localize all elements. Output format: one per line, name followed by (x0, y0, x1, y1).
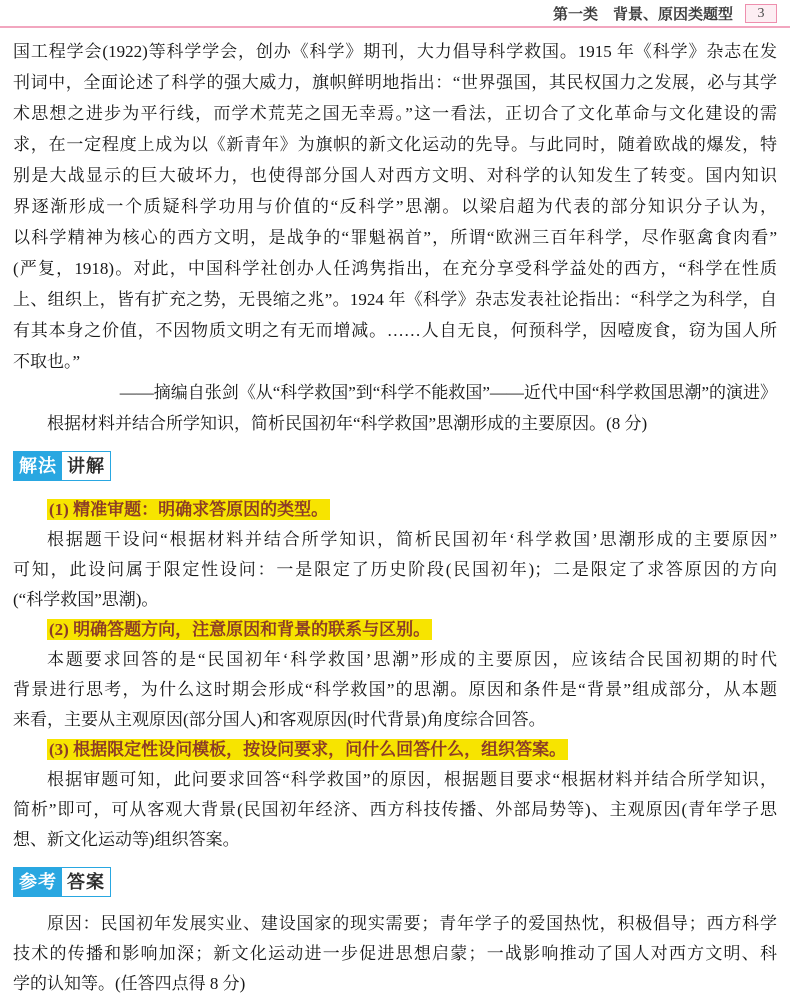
point-3-line: 简析”即可，可从客观大背景(民国初年经济、西方科技传播、外部局势等)、主观原因(青年学子思 (13, 800, 777, 819)
material-line: 求，在一定程度上成为以《新青年》为旗帜的新文化运动的先导。与此同时，随着欧战的爆发，特 (13, 135, 777, 154)
material-line: 不取也。” (13, 352, 81, 371)
material-line: 有其本身之价值，不因物质文明之有无而增减。……人自无良，何预科学，因噎废食，窃为国人所 (13, 321, 777, 340)
material-line: 以科学精神为核心的西方文明，是战争的“罪魁祸首”，所谓“欧洲三百年科学，尽作驱禽食肉看” (13, 228, 777, 247)
answer-badge-left-label: 参考 (14, 868, 62, 896)
answer-section (13, 855, 777, 999)
material-line: 术思想之进步为平行线，而学术荒芜之国无幸焉。”这一看法，正切合了文化革命与文化建设的需 (13, 104, 777, 123)
point-1-line: 可知，此设问属于限定性设问：一是限定了历史阶段(民国初年)；二是限定了求答原因的方向 (13, 560, 777, 579)
section-title: 第一类 背景、原因类题型 (552, 7, 733, 23)
point-1-line: (“科学救国”思潮)。 (13, 590, 159, 609)
point-1-heading (13, 495, 777, 525)
material-paragraph (13, 36, 777, 439)
page-number: 3 (745, 4, 777, 23)
point-2-heading (13, 615, 777, 645)
point-3-line: 想、新文化运动等)组织答案。 (13, 830, 240, 849)
answer-line: 原因：民国初年发展实业、建设国家的现实需要；青年学子的爱国热忱，积极倡导；西方科学 (47, 914, 777, 933)
material-line: (严复，1918)。对此，中国科学社创办人任鸿隽指出，在充分享受科学益处的西方，“科学在性质 (13, 259, 777, 278)
point-2-line: 本题要求回答的是“民国初年‘科学救国’思潮”形成的主要原因，应该结合民国初期的时代 (47, 650, 777, 669)
answer-badge (13, 867, 111, 897)
point-1-heading-highlight: (1) 精准审题：明确求答原因的类型。 (49, 500, 329, 519)
question-text: 根据材料并结合所学知识，简析民国初年“科学救国”思潮形成的主要原因。(8 分) (47, 414, 648, 433)
material-line: 刊词中，全面论述了科学的强大威力，旗帜鲜明地指出：“世界强国，其民权国力之发展，必与其学 (13, 73, 777, 92)
point-2-line: 背景进行思考，为什么这时期会形成“科学救国”的思潮。原因和条件是“背景”组成部分，从本题 (13, 680, 777, 699)
solution-badge-left-label: 解法 (14, 452, 62, 480)
point-3-line: 根据审题可知，此问要求回答“科学救国”的原因，根据题目要求“根据材料并结合所学知识， (47, 770, 777, 789)
point-1-line: 根据题干设问“根据材料并结合所学知识，简析民国初年‘科学救国’思潮形成的主要原因” (47, 530, 777, 549)
point-2-heading-highlight: (2) 明确答题方向，注意原因和背景的联系与区别。 (49, 620, 431, 639)
answer-badge-right-label: 答案 (62, 868, 110, 896)
material-line: 界逐渐形成一个质疑科学功用与价值的“反科学”思潮。以梁启超为代表的部分知识分子认为， (13, 197, 777, 216)
solution-badge (13, 451, 111, 481)
point-3-heading (13, 735, 777, 765)
answer-line: 学的认知等。(任答四点得 8 分) (13, 974, 246, 993)
header-rule (0, 26, 790, 28)
solution-badge-right-label: 讲解 (62, 452, 110, 480)
solution-section (13, 439, 777, 855)
material-source: ——摘编自张剑《从“科学救国”到“科学不能救国”——近代中国“科学救国思潮”的演进》 (119, 383, 777, 402)
header-row (13, 0, 777, 23)
point-2-line: 来看，主要从主观原因(部分国人)和客观原因(时代背景)角度综合回答。 (13, 710, 546, 729)
page-header (13, 0, 777, 28)
answer-line: 技术的传播和影响加深；新文化运动进一步促进思想启蒙；一战影响推动了国人对西方文明、科 (13, 944, 777, 963)
answer-body (13, 909, 777, 999)
material-line: 国工程学会(1922)等科学学会，创办《科学》期刊，大力倡导科学救国。1915 年《科学》杂志在发 (13, 42, 777, 61)
point-3-heading-highlight: (3) 根据限定性设问模板，按设问要求，问什么回答什么，组织答案。 (49, 740, 567, 759)
solution-points (13, 495, 777, 855)
material-line: 别是大战显示的巨大破坏力，也使得部分国人对西方文明、对科学的认知发生了转变。国内知识 (13, 166, 777, 185)
material-line: 上、组织上，皆有扩充之势，无畏缩之兆”。1924 年《科学》杂志发表社论指出：“科学之为科学，自 (13, 290, 777, 309)
